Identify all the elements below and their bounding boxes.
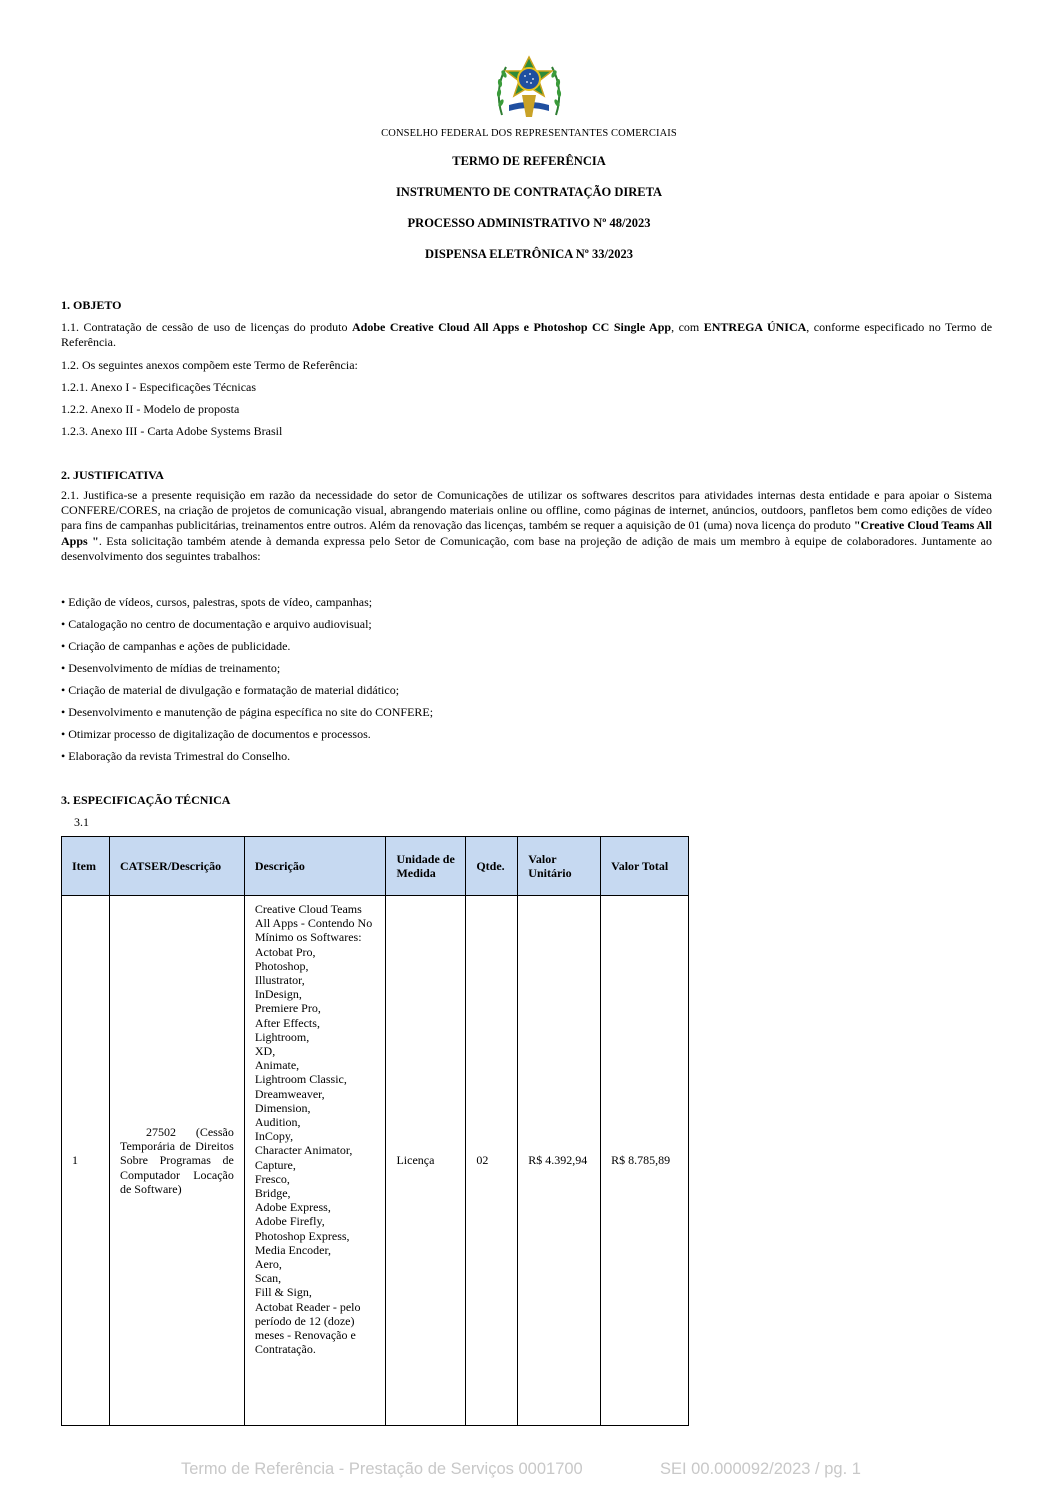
list-item: • Criação de material de divulgação e formatação de material didático;	[61, 683, 400, 697]
software-list-item: Lightroom Classic,	[254, 1072, 347, 1087]
list-item: • Edição de vídeos, cursos, palestras, spots de vídeo, campanhas;	[61, 595, 373, 609]
software-list-item: Fill & Sign,	[254, 1285, 312, 1300]
software-list-item: XD,	[254, 1044, 276, 1059]
col-header-valor-total: Valor Total	[601, 837, 689, 896]
cell-unidade: Licença	[386, 896, 466, 1426]
software-list-item: Adobe Express,	[254, 1200, 331, 1215]
descricao-intro: Creative Cloud Teams All Apps - Contendo No Mínimo os Softwares: Actobat Pro,	[254, 902, 373, 959]
footer-sei-page: SEI 00.000092/2023 / pg. 1	[660, 1460, 861, 1478]
software-list-item: Bridge,	[254, 1186, 291, 1201]
descricao-software-list	[255, 959, 376, 1300]
table-row	[62, 896, 689, 1426]
anexo-i: 1.2.1. Anexo I - Especificações Técnicas	[61, 380, 257, 394]
software-list-item: Dreamweaver,	[254, 1086, 325, 1101]
objeto-paragraph: 1.1. Contratação de cessão de uso de licenças do produto Adobe Creative Cloud All Apps e Photoshop CC Single App, com ENTREGA ÚNICA, conforme especificado no Termo de Referência.	[61, 320, 993, 349]
software-list-item: Capture,	[254, 1157, 296, 1172]
software-list-item: InDesign,	[254, 987, 302, 1002]
list-item: • Otimizar processo de digitalização de documentos e processos.	[61, 727, 371, 741]
software-list-item: Character Animator,	[254, 1143, 353, 1158]
list-item: • Criação de campanhas e ações de publicidade.	[61, 639, 291, 653]
software-list-item: InCopy,	[254, 1129, 294, 1144]
cell-qtde: 02	[466, 896, 518, 1426]
section-heading-justificativa: 2. JUSTIFICATIVA	[61, 468, 164, 482]
software-list-item: Dimension,	[254, 1100, 311, 1115]
doc-dispensa-number: DISPENSA ELETRÔNICA Nº 33/2023	[425, 247, 633, 261]
software-list-item: Adobe Firefly,	[254, 1214, 325, 1229]
list-item: • Catalogação no centro de documentação e arquivo audiovisual;	[61, 617, 372, 631]
col-header-valor-unitario: Valor Unitário	[518, 837, 601, 896]
col-header-unidade: Unidade de Medida	[386, 837, 466, 896]
software-list-item: Media Encoder,	[254, 1242, 332, 1257]
section-heading-especificacao: 3. ESPECIFICAÇÃO TÉCNICA	[61, 793, 231, 807]
council-name: CONSELHO FEDERAL DOS REPRESENTANTES COMERCIAIS	[381, 128, 677, 139]
software-list-item: Animate,	[254, 1058, 300, 1073]
software-list-item: After Effects,	[254, 1015, 320, 1030]
cell-valor-unitario: R$ 4.392,94	[518, 896, 601, 1426]
doc-title: TERMO DE REFERÊNCIA	[452, 154, 606, 168]
table-header-row	[62, 837, 689, 896]
software-list-item: Photoshop,	[254, 958, 309, 973]
software-list-item: Lightroom,	[254, 1029, 310, 1044]
col-header-qtde: Qtde.	[466, 837, 518, 896]
col-header-item: Item	[62, 837, 110, 896]
cell-valor-total: R$ 8.785,89	[601, 896, 689, 1426]
footer-document-label: Termo de Referência - Prestação de Serviços 0001700	[181, 1460, 583, 1478]
software-list-item: Fresco,	[254, 1171, 290, 1186]
doc-subtitle-instrument: INSTRUMENTO DE CONTRATAÇÃO DIRETA	[395, 185, 663, 199]
cell-catser: 27502 (Cessão Temporária de Direitos Sobre Programas de Computador Locação de Software)	[109, 896, 244, 1426]
doc-process-number: PROCESSO ADMINISTRATIVO Nº 48/2023	[407, 216, 651, 230]
col-header-catser: CATSER/Descrição	[109, 837, 244, 896]
justificativa-paragraph: 2.1. Justifica-se a presente requisição em razão da necessidade do setor de Comunicações de utilizar os softwares descritos para atividades internas desta entidade e para apoiar o Sistema CONFERE/CORES, na criação de projetos de comunicação visual, abrangendo materiais online ou offline, como páginas de internet, anúncios, outdoors, panfletos bem como edições de vídeo para fins de campanhas publicitárias, treinamentos entre outros. Além da renovação das licenças, também se requer a aquisição de 01 (uma) nova licença do produto "Creative Cloud Teams All Apps ". Esta solicitação também atende à demanda expressa pelo Setor de Comunicação, com base na projeção de adição de mais um membro à equipe de colaboradores. Juntamente ao desenvolvimento dos seguintes trabalhos:	[61, 488, 992, 563]
anexo-ii: 1.2.2. Anexo II - Modelo de proposta	[61, 402, 240, 416]
brazil-coat-of-arms-icon	[492, 55, 566, 123]
specification-table	[61, 836, 689, 1426]
software-list-item: Scan,	[254, 1271, 282, 1286]
anexo-iii: 1.2.3. Anexo III - Carta Adobe Systems Brasil	[61, 424, 283, 438]
software-list-item: Audition,	[254, 1115, 301, 1130]
subsection-number: 3.1	[74, 815, 89, 829]
list-item: • Desenvolvimento e manutenção de página específica no site do CONFERE;	[61, 705, 434, 719]
software-list-item: Premiere Pro,	[254, 1001, 321, 1016]
cell-item: 1	[62, 896, 110, 1426]
list-item: • Desenvolvimento de mídias de treinamento;	[61, 661, 281, 675]
section-heading-objeto: 1. OBJETO	[61, 298, 122, 312]
software-list-item: Photoshop Express,	[254, 1228, 350, 1243]
col-header-descricao: Descrição	[244, 837, 386, 896]
anexos-intro: 1.2. Os seguintes anexos compõem este Termo de Referência:	[61, 358, 358, 372]
list-item: • Elaboração da revista Trimestral do Conselho.	[61, 749, 291, 763]
software-list-item: Illustrator,	[254, 973, 305, 988]
cell-descricao	[244, 896, 386, 1426]
descricao-outro: Actobat Reader - pelo período de 12 (doze) meses - Renovação e Contratação.	[254, 1299, 361, 1357]
software-list-item: Aero,	[254, 1257, 282, 1272]
